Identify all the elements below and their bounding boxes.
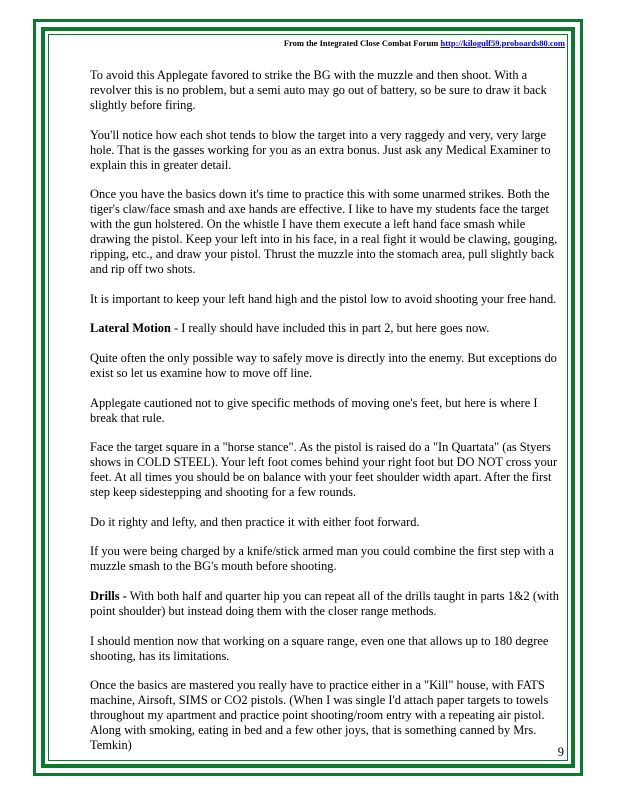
paragraph: Lateral Motion - I really should have included this in part 2, but here goes now. [90, 321, 490, 336]
paragraph: Drills - With both half and quarter hip you can repeat all of the drills taught in parts 1&2 (with point shoulder) but instead doing them with the closer range methods. [90, 588, 559, 618]
paragraph: Face the target square in a "horse stance". As the pistol is raised do a "In Quartata" (as Styers shows in COLD STEEL). Your left foot comes behind your right foot but DO NOT cross your feet. At all times you should be on balance with your feet shoulder width apart. After the first step keep sidestepping and shooting for a few rounds. [90, 440, 558, 500]
paragraph: If you were being charged by a knife/stick armed man you could combine the first step with a muzzle smash to the BG's mouth before shooting. [90, 544, 554, 574]
section-heading-lateral-motion: Lateral Motion [90, 321, 171, 336]
header-prefix: From the Integrated Close Combat Forum [283, 38, 441, 48]
page-number: 9 [557, 745, 564, 759]
paragraph: It is important to keep your left hand high and the pistol low to avoid shooting your free hand. [90, 291, 557, 306]
paragraph: Once the basics are mastered you really have to practice either in a "Kill" house, with FATS machine, Airsoft, SIMS or CO2 pistols. (When I was single I'd attach paper targets to towels throughout my apartment and practice point shooting/room entry with a repeating air pistol. Along with smoking, eating in bed and a few other joys, that is something canned by Mrs. Temkin) [90, 678, 549, 753]
paragraph: Do it righty and lefty, and then practice it with either foot forward. [90, 514, 420, 529]
paragraph: I should mention now that working on a square range, even one that allows up to 180 degree shooting, has its limitations. [90, 633, 549, 663]
forum-link[interactable]: http://kilogulf59.proboards80.com [440, 38, 565, 48]
paragraph: Quite often the only possible way to safely move is directly into the enemy. But exceptions do exist so let us examine how to move off line. [90, 350, 557, 380]
paragraph: Applegate cautioned not to give specific methods of moving one's feet, but here is where I break that rule. [90, 395, 538, 425]
paragraph: To avoid this Applegate favored to strike the BG with the muzzle and then shoot. With a revolver this is no problem, but a semi auto may go out of battery, so be sure to draw it back slightly before firing. [90, 68, 547, 112]
page-header [284, 38, 565, 48]
paragraph: You'll notice how each shot tends to blow the target into a very raggedy and very, very large hole. That is the gasses working for you as an extra bonus. Just ask any Medical Examiner to explain this in greater detail. [90, 127, 551, 172]
document-body [90, 68, 560, 768]
paragraph: Once you have the basics down it's time to practice this with some unarmed strikes. Both the tiger's claw/face smash and axe hands are effective. I like to have my students face the target with the gun holstered. On the whistle I have them execute a left hand face smash while drawing the pistol. Keep your left into in his face, in a real fight it would be clawing, gouging, ripping, etc., and draw your pistol. Thrust the muzzle into the stomach area, pull slightly back and rip off two shots. [90, 187, 558, 277]
section-heading-drills: Drills - [90, 588, 127, 603]
